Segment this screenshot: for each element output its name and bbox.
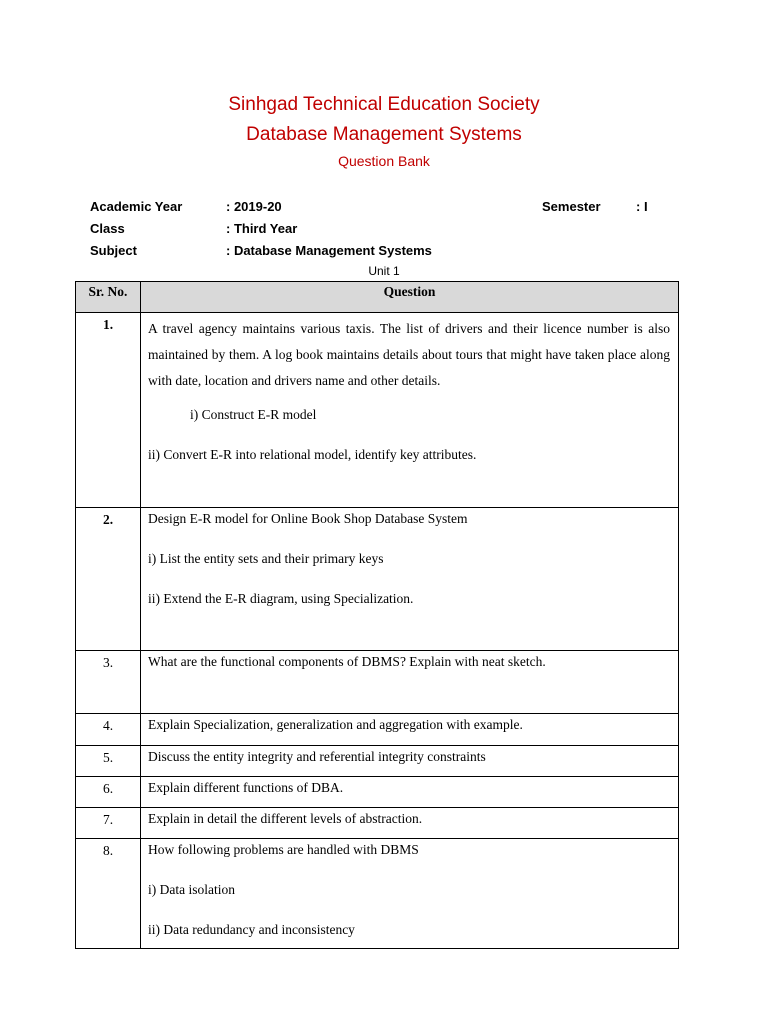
question-text: Discuss the entity integrity and referential integrity constraints [148,749,486,764]
table-row [76,839,679,949]
sr-no-cell: 6. [76,777,141,808]
question-text: A travel agency maintains various taxis. The list of drivers and their licence number is also maintained by them. A log book maintains details about tours that might have taken place along with date, location and drivers name and other details. [148,321,670,388]
semester-label: Semester [542,199,601,214]
table-row [76,808,679,839]
table-row [76,508,679,651]
table-row [76,746,679,777]
subject-value: : Database Management Systems [226,243,432,258]
question-text: Design E-R model for Online Book Shop Database System [148,511,468,526]
question-cell [141,508,679,651]
question-subpart: ii) Data redundancy and inconsistency [148,922,355,937]
question-text: Explain Specialization, generalization and aggregation with example. [148,717,523,732]
question-subpart: ii) Extend the E-R diagram, using Specialization. [148,591,414,606]
question-text: Explain in detail the different levels of abstraction. [148,811,423,826]
question-text: How following problems are handled with DBMS [148,842,419,857]
question-cell [141,714,679,746]
sr-no-cell: 1. [76,313,141,508]
question-subpart: i) Data isolation [148,882,235,897]
question-subpart: i) Construct E-R model [190,407,317,422]
sr-no-cell: 7. [76,808,141,839]
question-table [75,281,679,949]
semester-value: : I [636,199,648,214]
course-title: Database Management Systems [246,124,522,145]
academic-year-label: Academic Year [90,199,183,214]
question-text: Explain different functions of DBA. [148,780,344,795]
society-title: Sinhgad Technical Education Society [228,94,540,115]
sr-no-cell: 8. [76,839,141,949]
question-text: What are the functional components of DBMS? Explain with neat sketch. [148,654,546,669]
table-header-row [76,282,679,313]
table-row [76,651,679,714]
question-cell [141,839,679,949]
question-cell [141,777,679,808]
sr-no-header: Sr. No. [76,282,141,313]
subject-label: Subject [90,243,137,258]
question-cell [141,651,679,714]
sr-no-cell: 5. [76,746,141,777]
doc-type-title: Question Bank [338,153,430,169]
question-subpart: i) List the entity sets and their primary keys [148,551,384,566]
class-value: : Third Year [226,221,298,236]
academic-year-value: : 2019-20 [226,199,282,214]
question-cell [141,313,679,508]
class-label: Class [90,221,125,236]
unit-label: Unit 1 [368,264,400,278]
table-row [76,777,679,808]
table-row [76,714,679,746]
question-header: Question [141,282,679,313]
sr-no-cell: 3. [76,651,141,714]
question-cell [141,746,679,777]
table-row [76,313,679,508]
question-cell [141,808,679,839]
sr-no-cell: 2. [76,508,141,651]
sr-no-cell: 4. [76,714,141,746]
question-subpart: ii) Convert E-R into relational model, identify key attributes. [148,447,477,462]
